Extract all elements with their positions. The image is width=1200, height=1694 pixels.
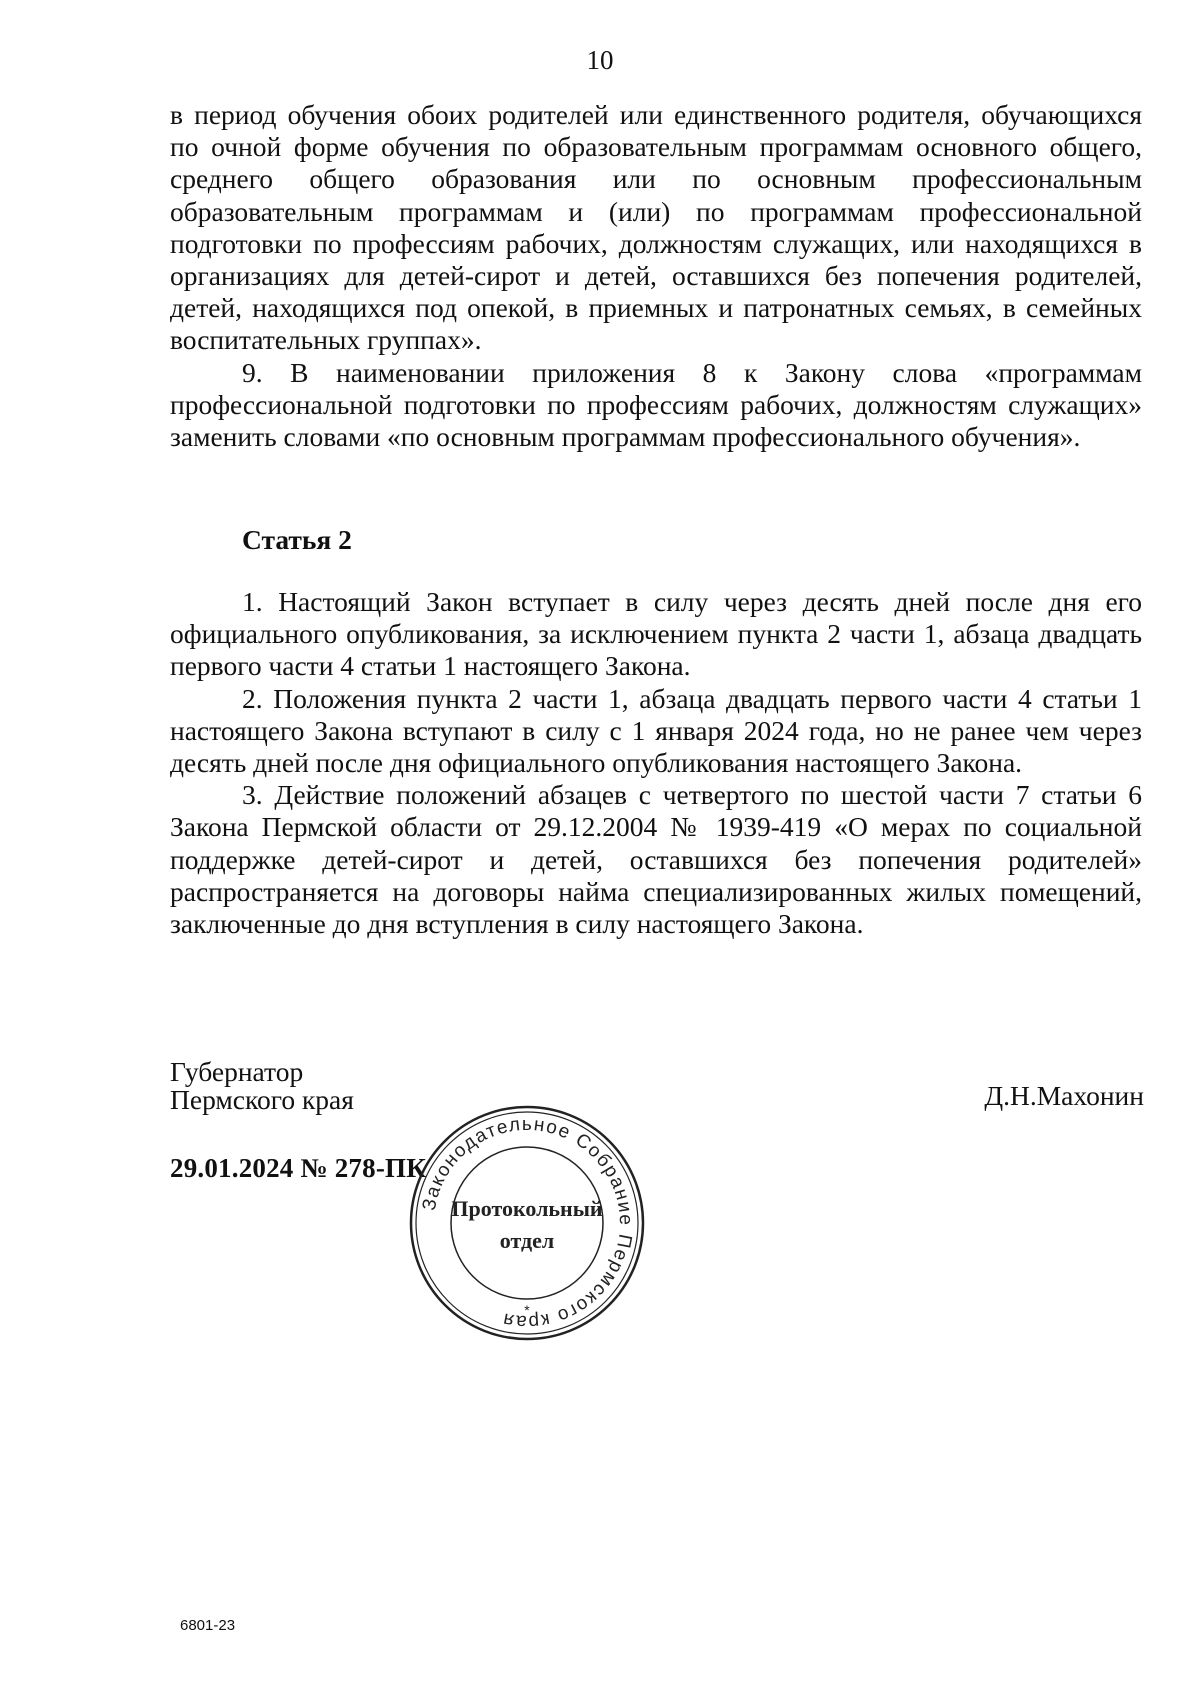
signatory-name: Д.Н.Махонин <box>984 1080 1144 1111</box>
article-title: Статья 2 <box>242 524 352 555</box>
date-and-number: 29.01.2024 № 278-ПК <box>170 1153 427 1183</box>
signatory-position-line: Пермского края <box>170 1084 354 1115</box>
signatory-position-line: Губернатор <box>170 1056 304 1087</box>
star-icon: * <box>524 1302 530 1318</box>
body-paragraph: в период обучения обоих родителей или единственного родителя, обучающихся по очной форме обучения по образовательным программам основного общего, среднего общего образования или по основным профессиональным образовательным программам и (или) по программам профессиональной подготовки по профессиям рабочих, должностям служащих, или находящихся в организациях для детей-сирот и детей, оставшихся без попечения родителей, детей, находящихся под опекой, в приемных и патронатных семьях, в семейных воспитательных группах». <box>170 99 1142 356</box>
stamp-center-line: отдел <box>499 1228 555 1253</box>
body-text <box>170 99 1142 453</box>
page-number: 10 <box>586 45 614 75</box>
article-text <box>170 586 1142 940</box>
stamp-ring-text-path: Законодательное Собрание Пермского края <box>418 1113 637 1333</box>
article-paragraph: 1. Настоящий Закон вступает в силу через десять дней после дня его официального опубликования, за исключением пункта 2 части 1, абзаца двадцать первого части 4 статьи 1 настоящего Закона. <box>170 586 1142 682</box>
footer-code: 6801-23 <box>180 1617 236 1634</box>
body-paragraph: 9. В наименовании приложения 8 к Закону слова «программам профессиональной подготовки по профессиям рабочих, должностям служащих» заменить словами «по основным программам профессионального обучения». <box>170 356 1142 453</box>
article-paragraph: 2. Положения пункта 2 части 1, абзаца двадцать первого части 4 статьи 1 настоящего Закона вступают в силу с 1 января 2024 года, но не ранее чем через десять дней после дня официального опубликования настоящего Закона. <box>170 682 1142 779</box>
stamp-center-line: Протокольный <box>451 1196 603 1221</box>
signatory-position <box>170 1058 354 1114</box>
official-stamp <box>408 1104 646 1342</box>
article-paragraph: 3. Действие положений абзацев с четвертого по шестой части 7 статьи 6 Закона Пермской области от 29.12.2004 № 1939-419 «О мерах по социальной поддержке детей-сирот и детей, оставшихся без попечения родителей» распространяется на договоры найма специализированных жилых помещений, заключенные до дня вступления в силу настоящего Закона. <box>170 779 1142 940</box>
